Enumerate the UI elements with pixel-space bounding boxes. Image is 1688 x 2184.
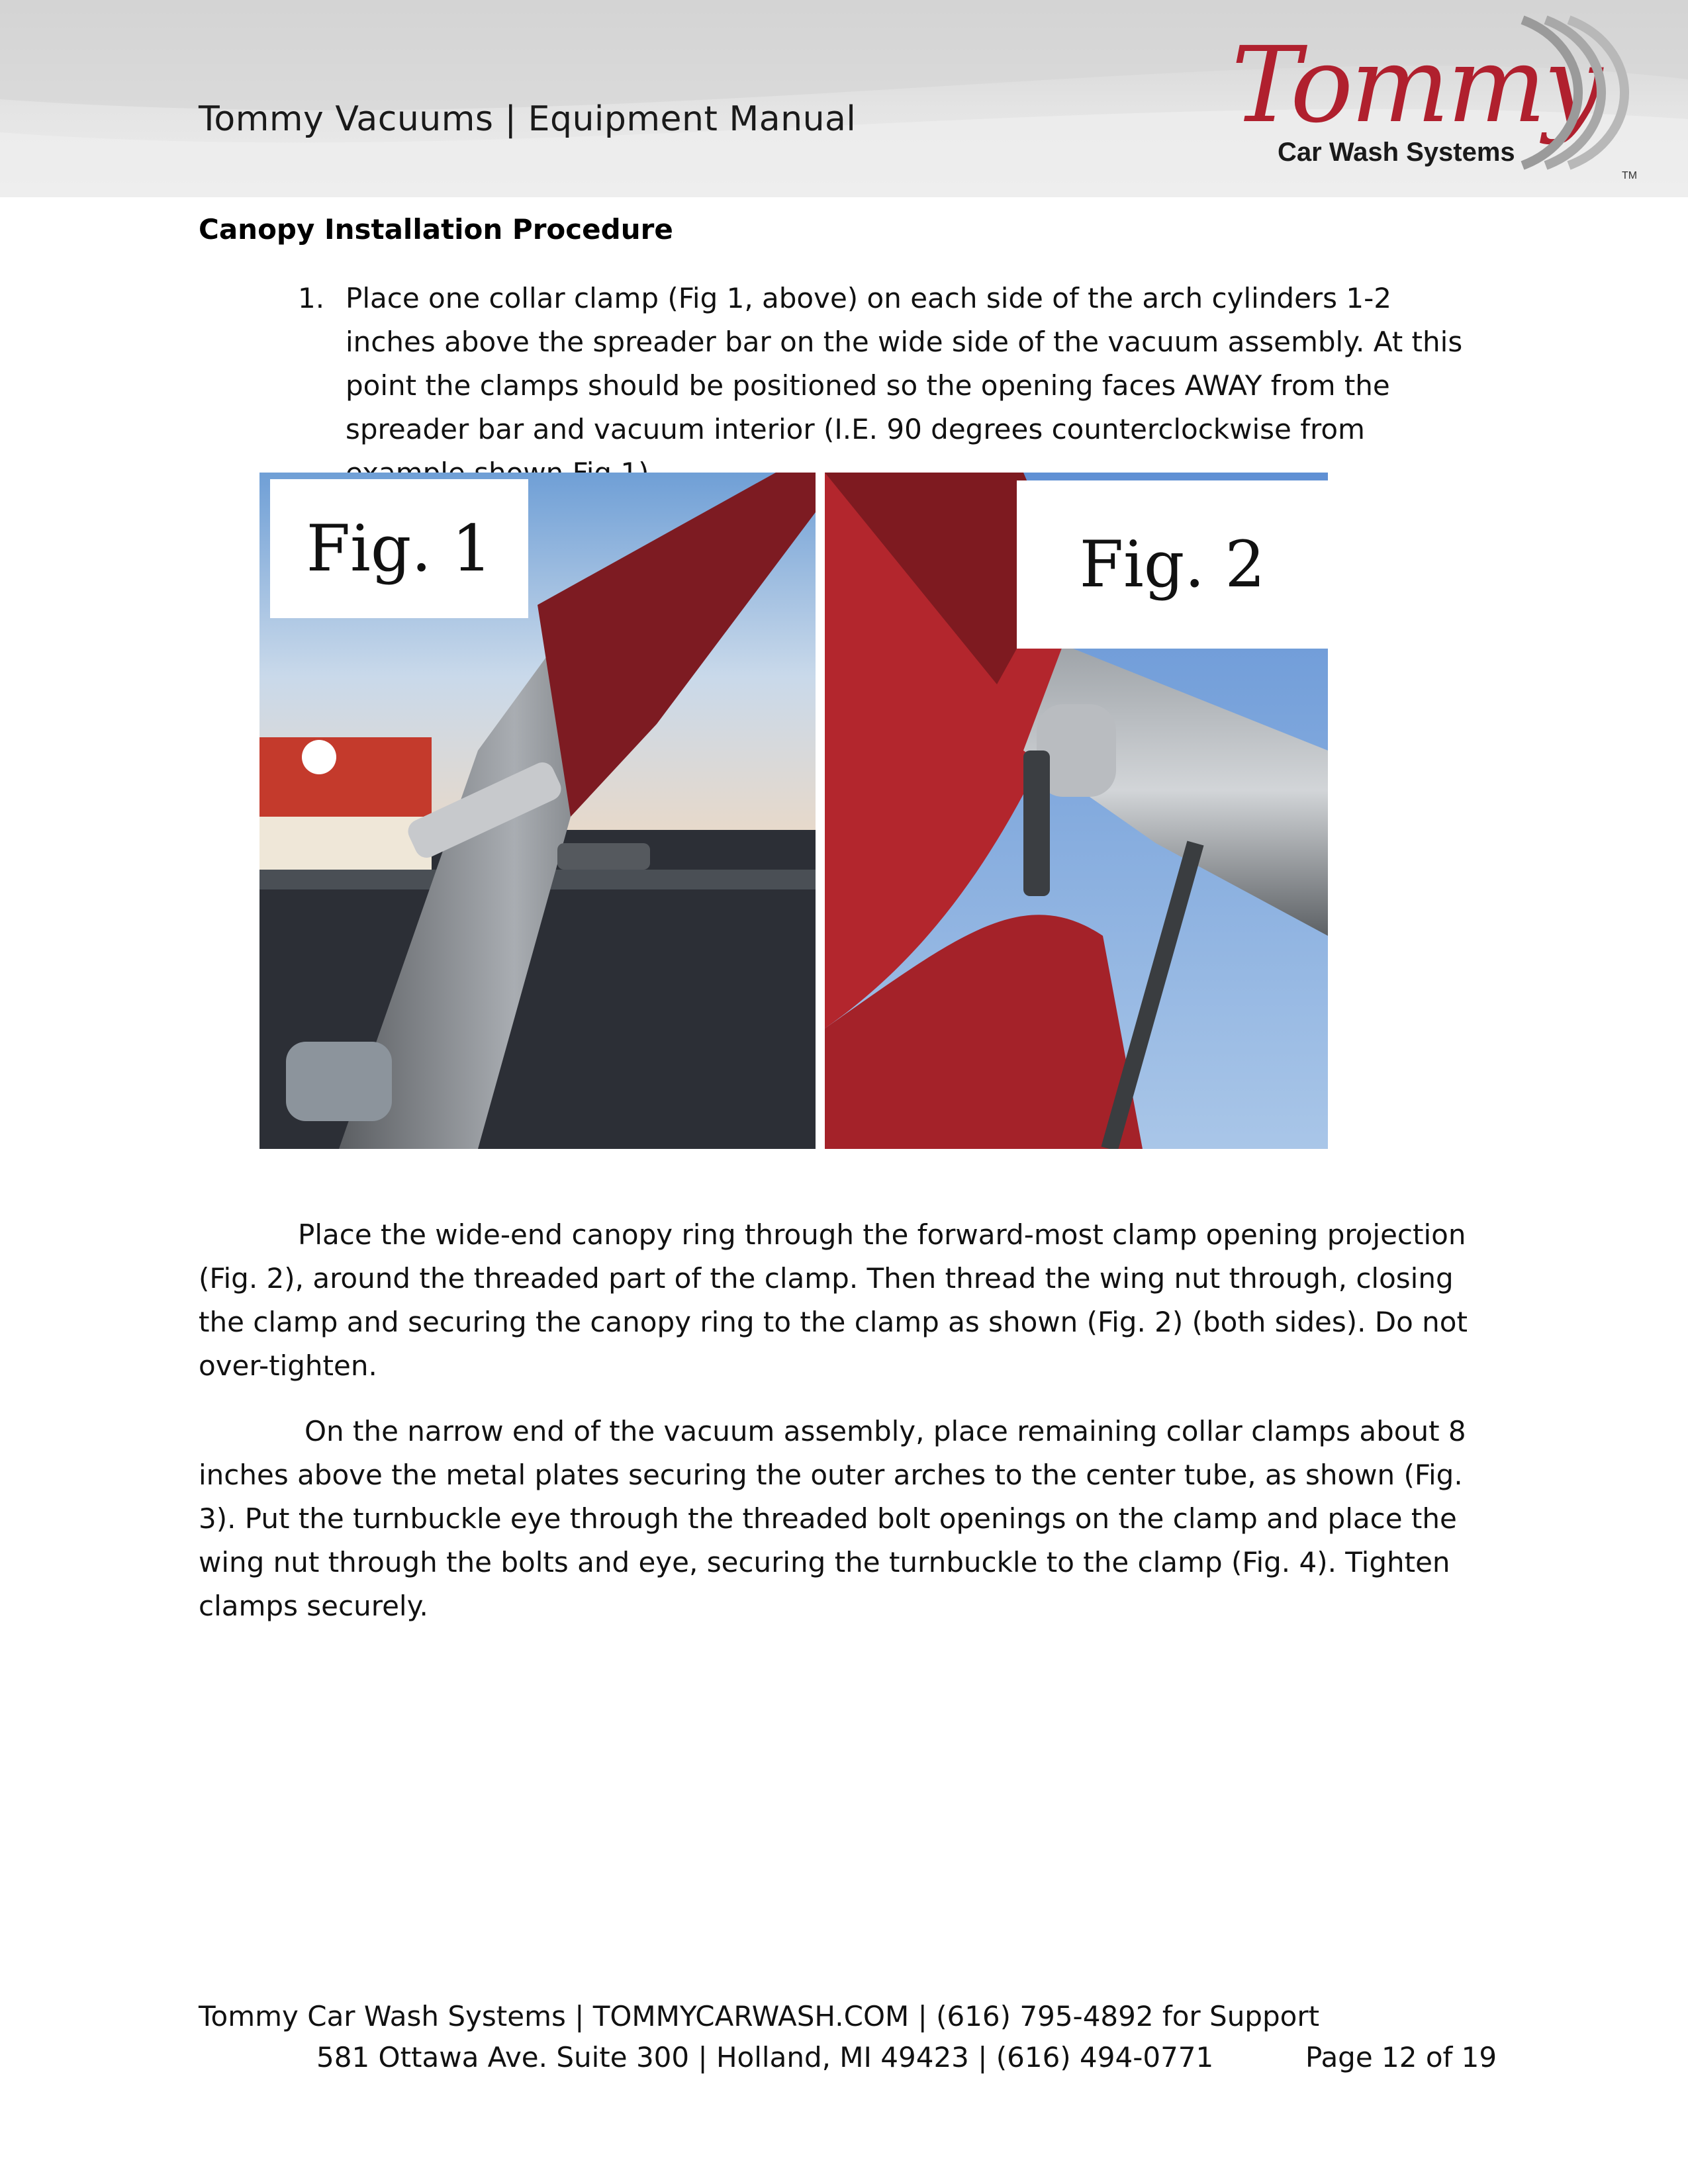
step-text: Place one collar clamp (Fig 1, above) on each side of the arch cylinders 1-2 inches above the spreader bar on the wide side of the vacuum assembly. At this point the clamps should be positioned so the opening faces AWAY from the spreader bar and vacuum interior (I.E. 90 degrees counterclockwise from	[346, 282, 1463, 445]
paragraph-3-text: On the narrow end of the vacuum assembly, place remaining collar clamps about 8 inches above the metal plates securing the outer arches to the center tube, as shown (Fig. 3). Put the turnbuckle eye through the threaded bolt openings on the clamp and place the wing nut through the bolts and eye, securing the turnbuckle to the clamp (Fig. 4). Tighten clamps securely.	[199, 1415, 1466, 1622]
instruction-paragraph-3	[199, 1410, 1496, 1628]
figure-1-label: Fig. 1	[270, 479, 528, 618]
page-header	[0, 0, 1688, 197]
figure-2-label: Fig. 2	[1017, 480, 1328, 649]
step-number: 1.	[298, 282, 325, 314]
logo-arcs-icon	[1509, 13, 1642, 185]
tommy-logo	[1218, 13, 1642, 192]
logo-trademark: TM	[1622, 170, 1638, 181]
page-number: Page 12 of 19	[1305, 2041, 1497, 2073]
section-heading: Canopy Installation Procedure	[199, 213, 673, 246]
logo-subtitle: Car Wash Systems	[1278, 138, 1515, 167]
footer-company-line: Tommy Car Wash Systems | TOMMYCARWASH.COM | (616) 795-4892 for Support	[199, 2000, 1320, 2032]
footer-address-line: 581 Ottawa Ave. Suite 300 | Holland, MI 49423 | (616) 494-0771	[316, 2041, 1214, 2073]
logo-wordmark: Tommy	[1231, 24, 1601, 146]
document-title: Tommy Vacuums | Equipment Manual	[199, 99, 857, 139]
figure-1-photo	[259, 473, 816, 1149]
paragraph-2-text: Place the wide-end canopy ring through the forward-most clamp opening projection (Fig. 2), around the threaded part of the clamp. Then thread the wing nut through, closing the clamp and securing the canopy ring to the clamp as shown (Fig. 2) (both sides). Do not over-tighten.	[199, 1218, 1468, 1382]
instruction-paragraph-2	[199, 1213, 1496, 1388]
figure-2-photo	[825, 473, 1328, 1149]
